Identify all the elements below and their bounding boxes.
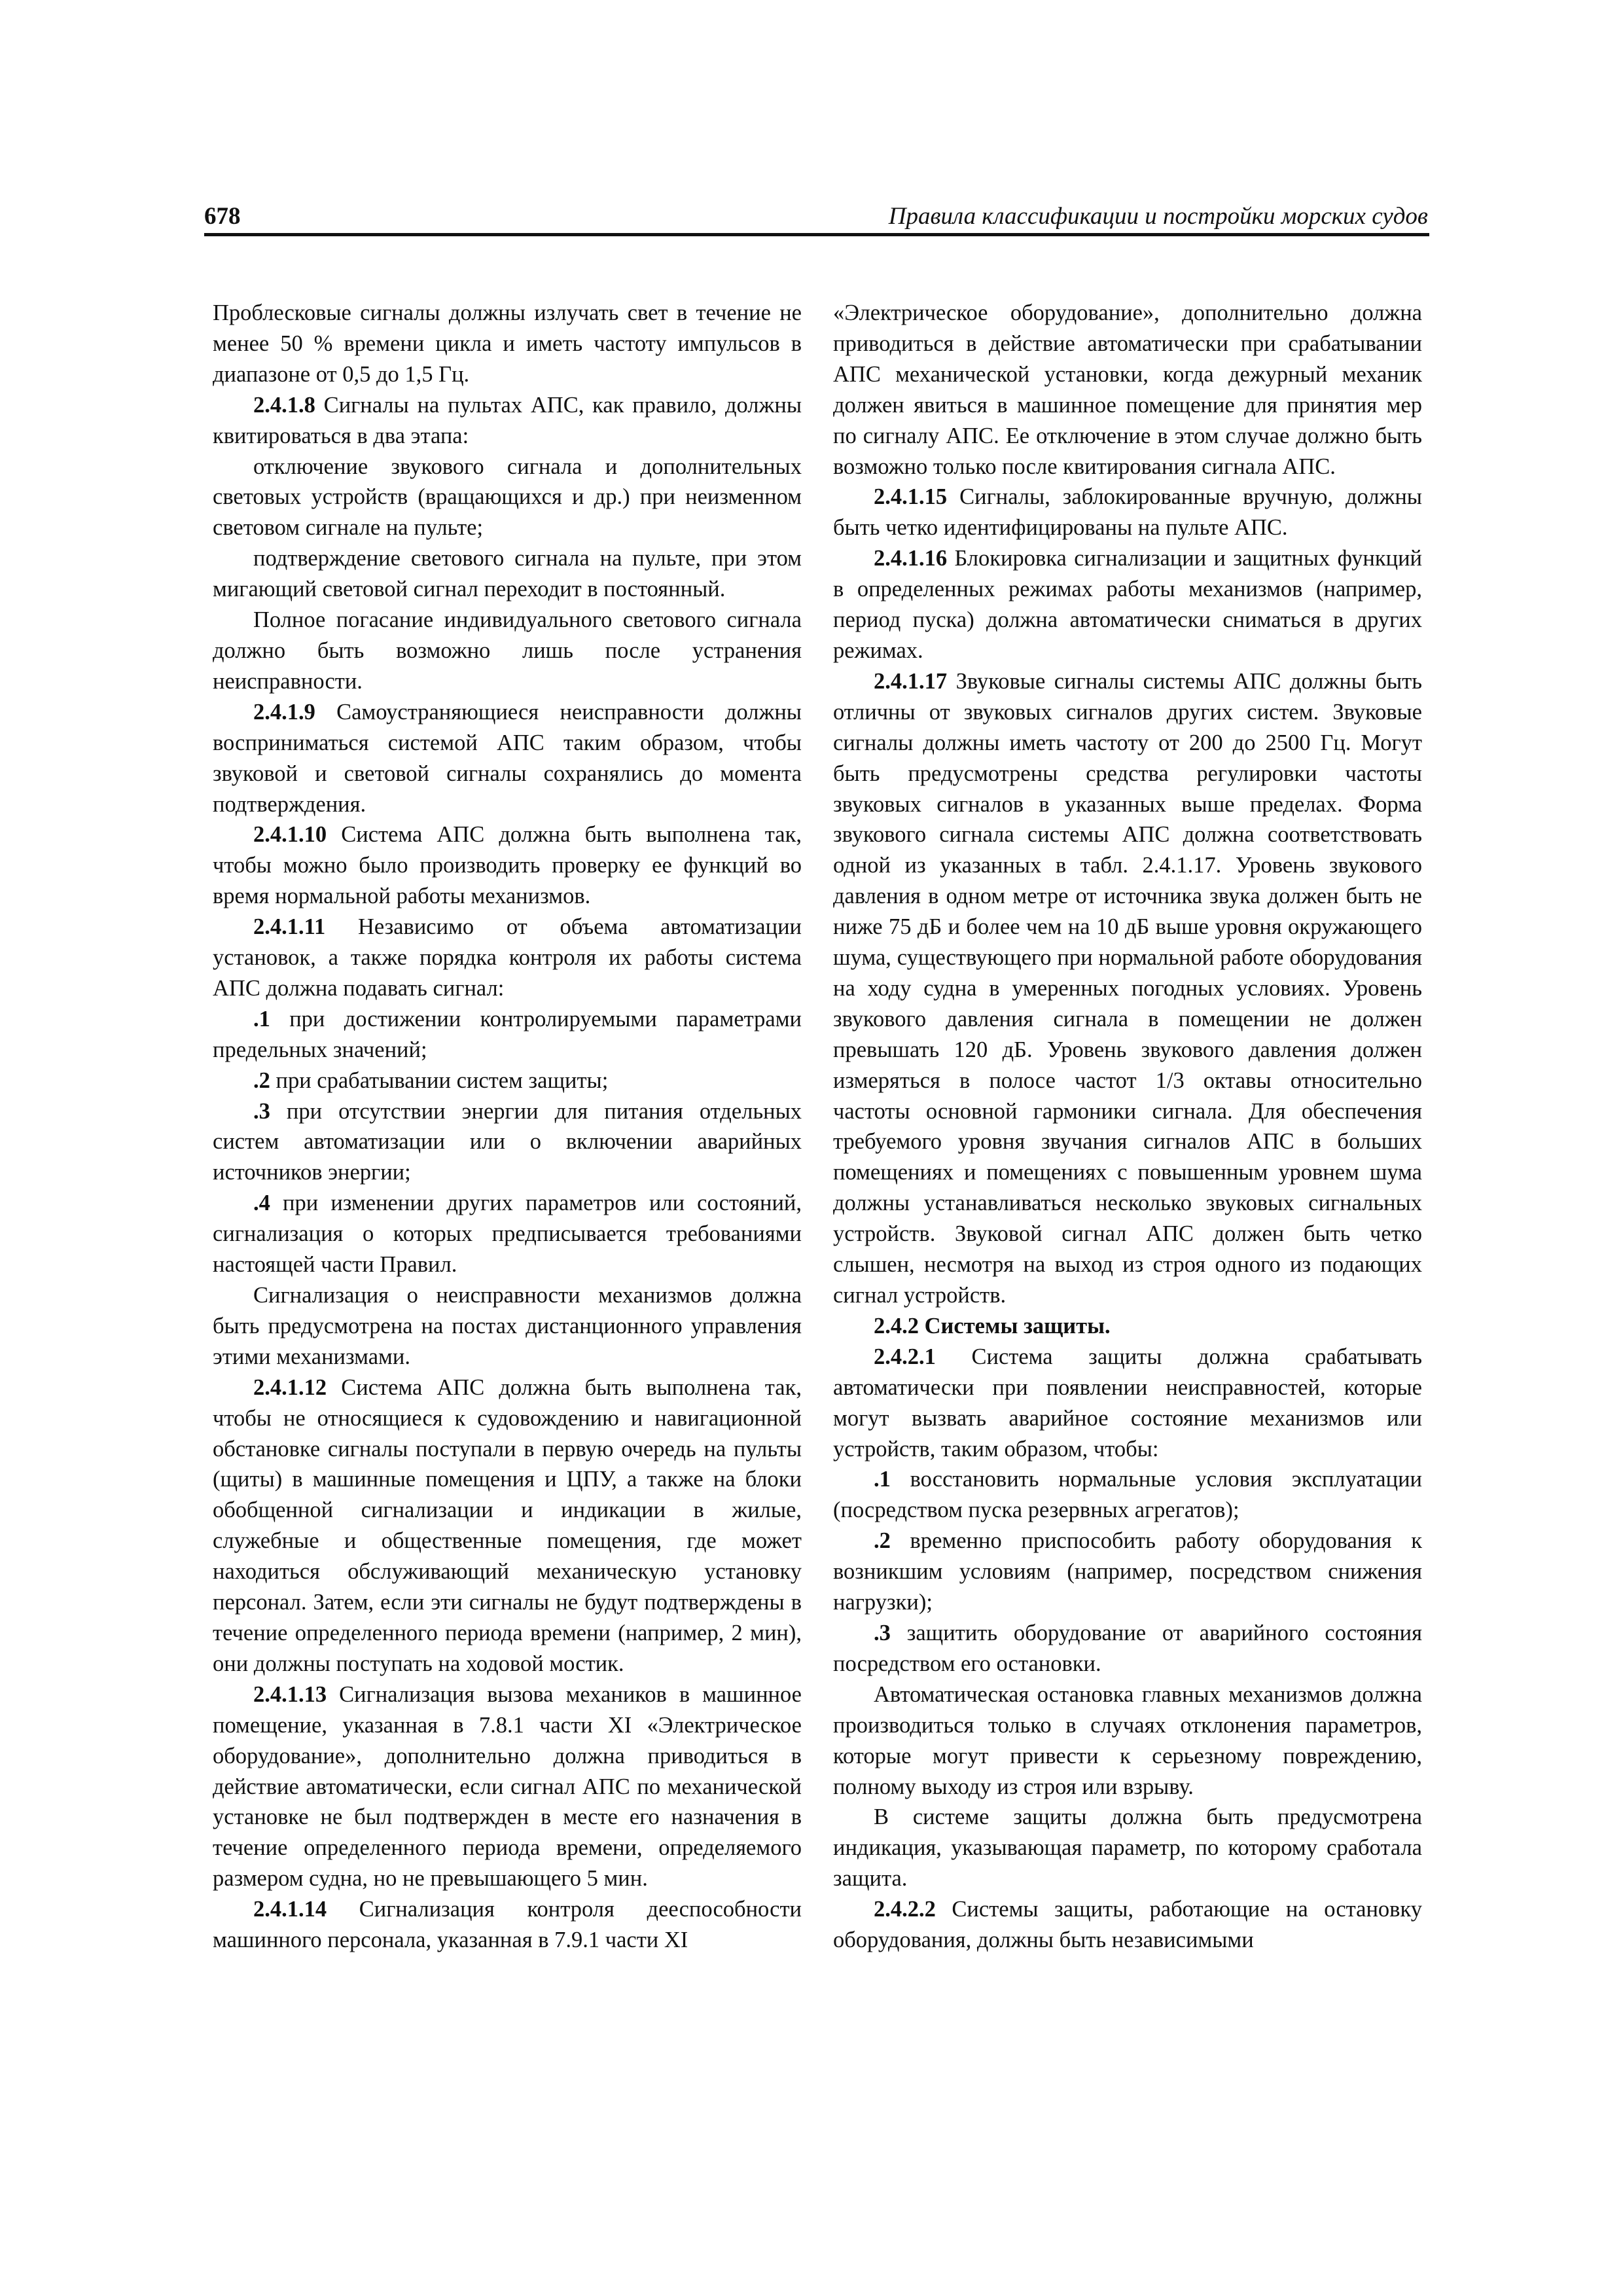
clause-number: 2.4.1.13 bbox=[253, 1681, 327, 1707]
page-number: 678 bbox=[204, 203, 241, 230]
clause-number: 2.4.1.16 bbox=[874, 546, 948, 571]
paragraph bbox=[213, 605, 802, 697]
paragraph-text: Система АПС должна быть выполнена так, чтобы не относящиеся к судовождению и навигационной обстановке сигналы поступали в первую очередь на пульты (щиты) в машинные помещения и ЦПУ, а также на блоки обобщенной сигнализации и индикации в жилые, служебные и общественные помещения, где может находиться обслуживающий механическую установку персонал. Затем, если эти сигналы не будут подтверждены в течение определенного периода времени (например, 2 мин), они должны поступать на ходовой мостик. bbox=[213, 1374, 802, 1676]
paragraph-text: «Электрическое оборудование», дополнительно должна приводиться в действие автоматически при срабатывании АПС механической установки, когда дежурный механик должен явиться в машинное помещение для принятия мер по сигналу АПС. Ее отключение в этом случае должно быть возможно только после квитирования сигнала АПС. bbox=[833, 300, 1422, 479]
clause-number: .3 bbox=[253, 1098, 270, 1124]
clause-number: 2.4.1.11 bbox=[253, 914, 326, 940]
paragraph-text: при отсутствии энергии для питания отдельных систем автоматизации или о включении аварийных источников энергии; bbox=[213, 1098, 802, 1185]
paragraph bbox=[213, 1188, 802, 1280]
paragraph bbox=[833, 1464, 1422, 1526]
paragraph-text: Сигнализация о неисправности механизмов должна быть предусмотрена на постах дистанционного управления этими механизмами. bbox=[213, 1283, 802, 1369]
paragraph-text: Сигнализация вызова механиков в машинное помещение, указанная в 7.8.1 части XI «Электрическое оборудование», дополнительно должна приводиться в действие автоматически, если сигнал АПС по механической установке не был подтвержден в месте его назначения в течение определенного периода времени, определяемого размером судна, но не превышающего 5 мин. bbox=[213, 1681, 802, 1892]
paragraph bbox=[213, 1894, 802, 1956]
section-title: Системы защиты. bbox=[919, 1313, 1111, 1338]
header-rule bbox=[204, 233, 1429, 236]
paragraph-text: Сигналы на пультах АПС, как правило, должны квитироваться в два этапа: bbox=[213, 392, 802, 448]
paragraph-text: Самоустраняющиеся неисправности должны восприниматься системой АПС таким образом, чтобы звуковой и световой сигналы сохранялись до момента подтверждения. bbox=[213, 699, 802, 817]
paragraph bbox=[213, 1066, 802, 1096]
page-header bbox=[204, 196, 1428, 236]
left-column bbox=[213, 298, 802, 1956]
paragraph-text: Полное погасание индивидуального светового сигнала должно быть возможно лишь после устранения неисправности. bbox=[213, 607, 802, 694]
paragraph bbox=[213, 697, 802, 820]
paragraph-text: Система АПС должна быть выполнена так, чтобы можно было производить проверку ее функций во время нормальной работы механизмов. bbox=[213, 822, 802, 909]
clause-number: .4 bbox=[253, 1191, 270, 1216]
clause-number: .1 bbox=[253, 1006, 270, 1031]
paragraph-text: Сигналы, заблокированные вручную, должны быть четко идентифицированы на пульте АПС. bbox=[833, 484, 1422, 541]
paragraph bbox=[833, 1802, 1422, 1894]
paragraph-text: при срабатывании систем защиты; bbox=[270, 1067, 609, 1093]
paragraph bbox=[213, 1372, 802, 1679]
paragraph bbox=[213, 819, 802, 912]
clause-number: .2 bbox=[874, 1528, 891, 1554]
paragraph bbox=[213, 543, 802, 605]
paragraph-text: при достижении контролируемыми параметрами предельных значений; bbox=[213, 1006, 802, 1062]
paragraph bbox=[833, 1679, 1422, 1803]
clause-number: 2.4.2 bbox=[874, 1313, 919, 1338]
running-title: Правила классификации и постройки морских судов bbox=[888, 203, 1428, 230]
clause-number: 2.4.1.9 bbox=[253, 699, 315, 725]
paragraph bbox=[213, 298, 802, 390]
paragraph-text: восстановить нормальные условия эксплуатации (посредством пуска резервных агрегатов); bbox=[833, 1467, 1422, 1523]
clause-number: 2.4.1.17 bbox=[874, 668, 948, 694]
paragraph-text: Проблесковые сигналы должны излучать свет в течение не менее 50 % времени цикла и иметь частоту импульсов в диапазоне от 0,5 до 1,5 Гц. bbox=[213, 300, 802, 387]
paragraph-text: Сигнализация контроля дееспособности машинного персонала, указанная в 7.9.1 части XI bbox=[213, 1897, 802, 1953]
paragraph bbox=[833, 1342, 1422, 1465]
paragraph-text: отключение звукового сигнала и дополнительных световых устройств (вращающихся и др.) при неизменном световом сигнале на пульте; bbox=[213, 454, 802, 541]
paragraph bbox=[213, 1096, 802, 1189]
paragraph bbox=[833, 482, 1422, 543]
paragraph bbox=[213, 1004, 802, 1066]
paragraph bbox=[213, 1679, 802, 1894]
paragraph-text: Блокировка сигнализации и защитных функций в определенных режимах работы механизмов (например, период пуска) должна автоматически сниматься в других режимах. bbox=[833, 546, 1422, 663]
paragraph bbox=[833, 543, 1422, 666]
paragraph bbox=[833, 666, 1422, 1311]
paragraph bbox=[833, 1311, 1422, 1342]
clause-number: 2.4.1.14 bbox=[253, 1897, 327, 1922]
paragraph-text: подтверждение светового сигнала на пульте, при этом мигающий световой сигнал переходит в постоянный. bbox=[213, 546, 802, 602]
paragraph bbox=[833, 1894, 1422, 1956]
paragraph bbox=[833, 298, 1422, 482]
clause-number: .2 bbox=[253, 1067, 270, 1093]
paragraph bbox=[213, 452, 802, 544]
paragraph-text: временно приспособить работу оборудования к возникшим условиям (например, посредством снижения нагрузки); bbox=[833, 1528, 1422, 1615]
clause-number: .1 bbox=[874, 1467, 891, 1492]
paragraph-text: защитить оборудование от аварийного состояния посредством его остановки. bbox=[833, 1620, 1422, 1676]
clause-number: 2.4.2.2 bbox=[874, 1897, 936, 1922]
right-column bbox=[833, 298, 1422, 1956]
clause-number: .3 bbox=[874, 1620, 891, 1645]
paragraph-text: Система защиты должна срабатывать автоматически при появлении неисправностей, которые могут вызвать аварийное состояние механизмов или устройств, таким образом, чтобы: bbox=[833, 1344, 1422, 1462]
paragraph-text: Системы защиты, работающие на остановку оборудования, должны быть независимыми bbox=[833, 1897, 1422, 1953]
clause-number: 2.4.1.10 bbox=[253, 822, 327, 848]
paragraph bbox=[833, 1526, 1422, 1618]
paragraph-text: Независимо от объема автоматизации установок, а также порядка контроля их работы система АПС должна подавать сигнал: bbox=[213, 914, 802, 1001]
paragraph bbox=[213, 390, 802, 452]
paragraph-text: В системе защиты должна быть предусмотрена индикация, указывающая параметр, по которому сработала защита. bbox=[833, 1804, 1422, 1892]
clause-number: 2.4.1.12 bbox=[253, 1374, 327, 1400]
clause-number: 2.4.2.1 bbox=[874, 1344, 936, 1369]
paragraph-text: Звуковые сигналы системы АПС должны быть отличны от звуковых сигналов других систем. Звуковые сигналы должны иметь частоту от 200 до 2500 Гц. Могут быть предусмотрены средства регулировки частоты звуковых сигналов в указанных выше пределах. Форма звукового сигнала системы АПС должна соответствовать одной из указанных в табл. 2.4.1.17. Уровень звукового давления в одном метре от источника звука должен быть не ниже 75 дБ и более чем на 10 дБ выше уровня окружающего шума, существующего при нормальной работе оборудования на ходу судна в умеренных погодных условиях. Уровень звукового давления сигнала в помещении не должен превышать 120 дБ. Уровень звукового давления должен измеряться в полосе частот 1/3 октавы относительно частоты основной гармоники сигнала. Для обеспечения требуемого уровня звучания сигналов АПС в больших помещениях и помещениях с повышенным уровнем шума должны устанавливаться несколько звуковых сигнальных устройств. Звуковой сигнал АПС должен быть четко слышен, несмотря на выход из строя одного из подающих сигнал устройств. bbox=[833, 668, 1422, 1308]
paragraph bbox=[213, 1280, 802, 1372]
paragraph bbox=[213, 912, 802, 1004]
paragraph-text: при изменении других параметров или состояний, сигнализация о которых предписывается требованиями настоящей части Правил. bbox=[213, 1191, 802, 1278]
clause-number: 2.4.1.15 bbox=[874, 484, 948, 510]
paragraph-text: Автоматическая остановка главных механизмов должна производиться только в случаях отклонения параметров, которые могут привести к серьезному повреждению, полному выходу из строя или взрыву. bbox=[833, 1681, 1422, 1799]
paragraph bbox=[833, 1618, 1422, 1679]
clause-number: 2.4.1.8 bbox=[253, 392, 315, 418]
